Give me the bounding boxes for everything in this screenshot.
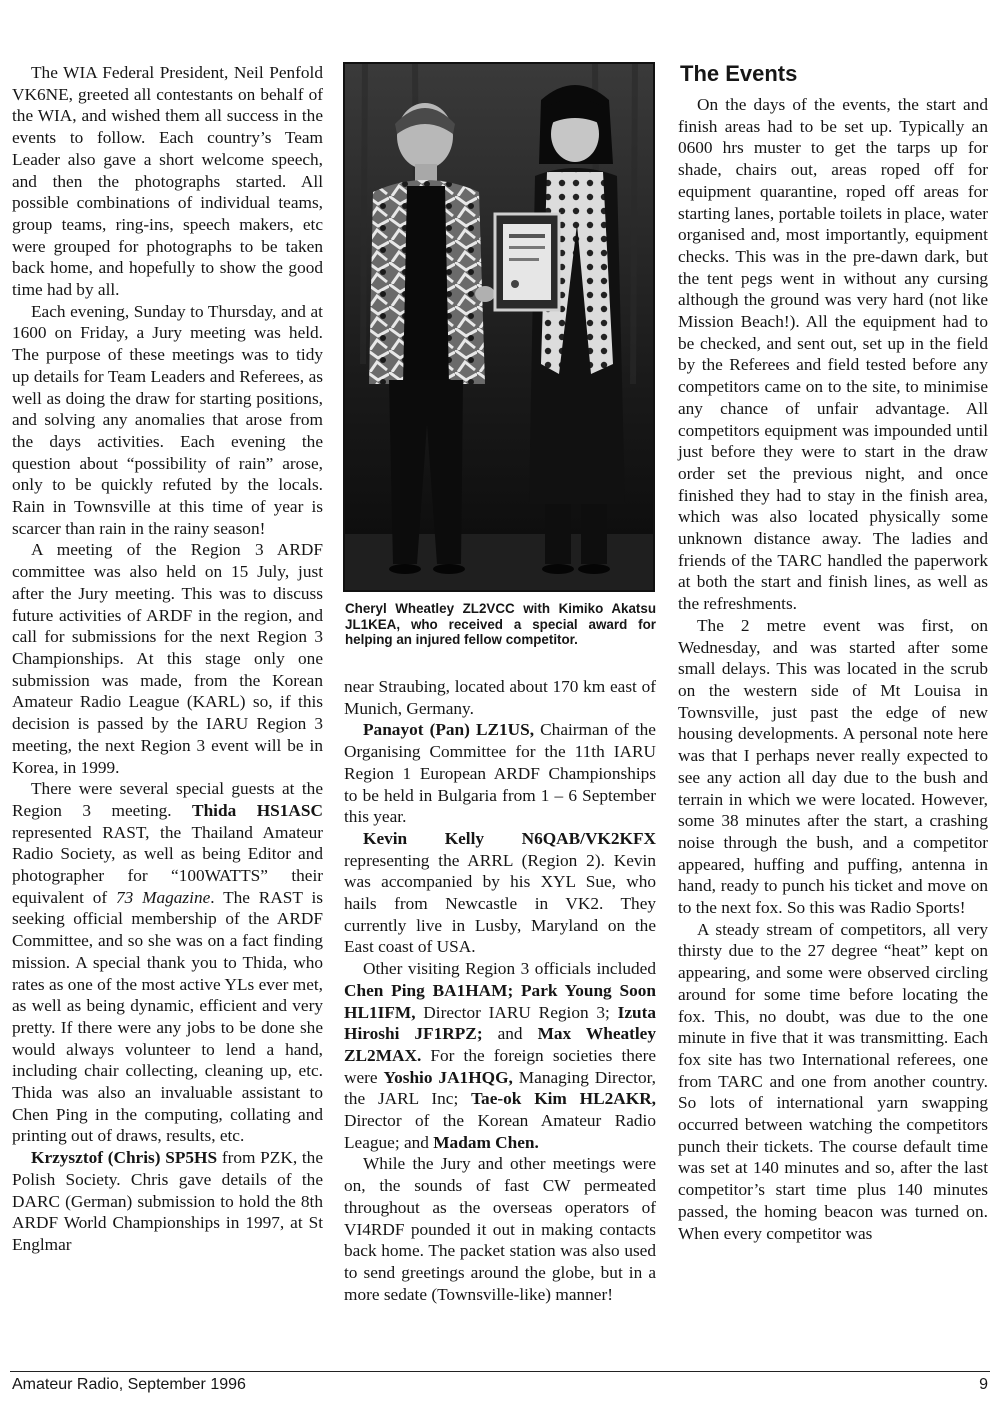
paragraph (344, 958, 656, 1153)
paragraph-text: . The RAST is seeking official membership of the ARDF Committee, and so she was on a fact finding mission. A special thank you to Thida, who rates as one of the most active YLs ever met, as well as being dynamic, efficient and very pretty. If there were any jobs to be done she would always volunteer to lend a hand, including chair collecting, cleaning up, etc. Thida was also an invaluable assistant to Chen Ping in the computing, collating and printing out of draws, results, etc. (12, 887, 323, 1146)
person-right (529, 85, 625, 574)
guest-name: Max Wheatley ZL2MAX. (344, 1024, 656, 1065)
guest-name: Yoshio JA1HQG, (383, 1067, 513, 1087)
section-heading: The Events (680, 61, 798, 86)
paragraph (344, 828, 656, 958)
paragraph-text: Chairman of the Organising Committee for the 11th IARU Region 1 European ARDF Championships to be held in Bulgaria from 1 – 6 September this year. (344, 720, 656, 827)
paragraph: The 2 metre event was first, on Wednesday, and was started after some small delays. This was located in the scrub on the western side of Mt Louisa in Townsville, just past the edge of new housing developments. A personal note here was that I perhaps never really expected to see any action all day due to the bush and terrain in which we were located. However, some 38 minutes after the start, a crashing noise through the bush, and a competitor appeared, huffing and puffing, antenna in hand, ready to punch his ticket and move on to the next fox. So this was Radio Sports! (678, 615, 988, 918)
paragraph-text: represented RAST, the Thailand Amateur Radio Society, as well as being Editor and photographer for “100WATTS” their equivalent of (12, 822, 323, 907)
article-column-3 (678, 94, 988, 1244)
paragraph: The WIA Federal President, Neil Penfold VK6NE, greeted all contestants on behalf of the WIA, and wished them all success in the events to follow. Each country’s Team Leader also gave a short welcome speech, and then the photographs started. All possible combinations of individual teams, group teams, ring-ins, speech makers, etc were grouped for photographs to be taken back home, and hopefully to show the good time had by all. (12, 63, 323, 300)
paragraph (344, 719, 656, 828)
photo (343, 62, 655, 592)
award-plaque (495, 214, 559, 310)
paragraph: While the Jury and other meetings were on, the sounds of fast CW permeated throughout as the overseas operators of VI4RDF pounded it out in making contacts back home. The packet station was also used to send greetings around the globe, but in a more sedate (Townsville-like) manner! (344, 1154, 656, 1304)
guest-name: Chen Ping BA1HAM; Park Young Soon HL1IFM, (344, 980, 656, 1022)
paragraph-text: Director of the Korean Amateur Radio League; and (344, 1111, 656, 1152)
paragraph (12, 1147, 323, 1256)
paragraph-text: Managing Director, the JARL Inc; (344, 1067, 656, 1109)
magazine-title: 73 Magazine (116, 887, 211, 907)
photo-image (345, 64, 653, 590)
paragraph: near Straubing, located about 170 km east of Munich, Germany. (344, 677, 656, 718)
paragraph-text: For the foreign societies there were (344, 1045, 656, 1087)
article-column-1 (12, 62, 323, 1256)
paragraph-text: from PZK, the Polish Society. Chris gave details of the DARC (German) submission to hold the 8th ARDF World Championships in 1997, at St Englmar (12, 1148, 323, 1254)
guest-name: Madam Chen. (433, 1132, 539, 1152)
guest-name: Tae-ok Kim HL2AKR, (471, 1089, 656, 1109)
article-column-2 (344, 676, 656, 1305)
paragraph-text: and (482, 1024, 538, 1044)
guest-name: Krzysztof (Chris) SP5HS (31, 1148, 218, 1168)
page-number: 9 (979, 1376, 988, 1393)
paragraph-text: Other visiting Region 3 officials included (363, 959, 656, 979)
footer-divider (10, 1371, 990, 1372)
photo-caption: Cheryl Wheatley ZL2VCC with Kimiko Akatsu JL1KEA, who received a special award for helping an injured fellow competitor. (345, 601, 656, 648)
guest-name: Izuta Hiroshi JF1RPZ; (344, 1002, 656, 1044)
paragraph (12, 778, 323, 1147)
paragraph: A steady stream of competitors, all very thirsty due to the 27 degree “heat” kept on appearing, and some were observed circling around for some time before locating the fox. This, no doubt, was due to the one minute in five that it was transmitting. Each fox site has two International referees, one from TARC and one from another country. So lots of international yarn swapping occurred between watching the competitors punch their tickets. The course default time was set at 140 minutes and so, after the last competitor’s start time plus 140 minutes passed, the homing beacon was turned on. When every competitor was (678, 919, 988, 1243)
paragraph: A meeting of the Region 3 ARDF committee was also held on 15 July, just after the Jury meeting. This was to discuss future activities of ARDF in the region, and call for submissions for the next Region 3 Championships. At this stage only one submission was made, from the Korean Amateur Radio League (KARL) so, if this decision is passed by the IARU Region 3 meeting, the next Region 3 event will be in Korea, in 1999. (12, 540, 323, 777)
guest-name: Thida HS1ASC (192, 800, 323, 820)
guest-name: Panayot (Pan) LZ1US, (363, 720, 535, 740)
paragraph-text: Director IARU Region 3; (415, 1002, 618, 1022)
paragraph: Each evening, Sunday to Thursday, and at 1600 on Friday, a Jury meeting was held. The purpose of these meetings was to tidy up details for Team Leaders and Referees, as well as doing the draw for starting positions, and solving any anomalies that arose from the days activities. Each evening the question about “possibility of rain” arose, only to be quickly refuted by the locals. Rain in Townsville at this time of year is scarcer than rain in the rainy season! (12, 301, 323, 538)
paragraph-text: There were several special guests at the Region 3 meeting. (12, 779, 323, 820)
footer-publication: Amateur Radio, September 1996 (12, 1376, 246, 1393)
guest-name: Kevin Kelly N6QAB/VK2KFX (363, 828, 656, 848)
paragraph: On the days of the events, the start and finish areas had to be set up. Typically an 0600 hrs muster to get the tarps up for shade, chairs out, areas roped off for equipment quarantine, roped off areas for starting lanes, portable toilets in place, water organised and, most importantly, equipment checks. This was in the pre-dawn dark, but the tent pegs went in without any cursing although the ground was very hard (not like Mission Beach!). All the equipment had to be checked, and sent out, set up in the field by the Referees and field tested before any competitors came on to the site, to minimise any chance of unfair advantage. All competitors equipment was impounded until just before they were to start in the draw order set the previous night, and once finished they had to stay in the finish area, which was also located physically some unknown distance away. The ladies and friends of the TARC handled the paperwork at both the start and finish lines, as well as the refreshments. (678, 95, 988, 614)
paragraph-text: representing the ARRL (Region 2). Kevin was accompanied by his XYL Sue, who hails from Newcastle in VK2. They currently live in Lusby, Maryland on the East coast of USA. (344, 850, 656, 957)
